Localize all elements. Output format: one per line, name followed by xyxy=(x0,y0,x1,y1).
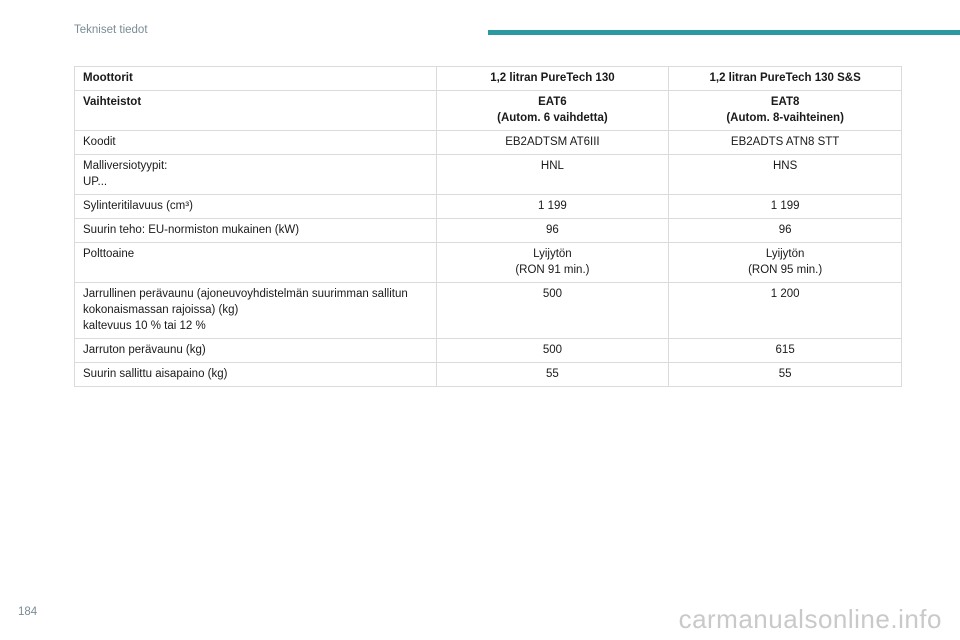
table-row xyxy=(75,91,902,131)
table-row xyxy=(75,283,902,339)
value-puretech-130: 55 xyxy=(436,363,669,387)
table-row xyxy=(75,67,902,91)
value-puretech-130-ss: 615 xyxy=(669,339,902,363)
value-puretech-130: Lyijytön (RON 91 min.) xyxy=(436,243,669,283)
row-label: Suurin teho: EU-normiston mukainen (kW) xyxy=(75,219,437,243)
value-puretech-130-ss: Lyijytön (RON 95 min.) xyxy=(669,243,902,283)
watermark: carmanualsonline.info xyxy=(678,604,942,634)
row-label: Suurin sallittu aisapaino (kg) xyxy=(75,363,437,387)
table-row xyxy=(75,195,902,219)
page-number: 184 xyxy=(18,606,38,618)
specs-table-body xyxy=(75,67,902,387)
value-puretech-130: HNL xyxy=(436,155,669,195)
table-row xyxy=(75,243,902,283)
header-accent-bar xyxy=(488,30,960,35)
table-row xyxy=(75,363,902,387)
value-puretech-130: EAT6 (Autom. 6 vaihdetta) xyxy=(436,91,669,131)
table-row xyxy=(75,219,902,243)
row-label: Jarrullinen perävaunu (ajoneuvoyhdistelmän suurimman sallitun kokonaismassan rajoissa) (kg) kaltevuus 10 % tai 12 % xyxy=(75,283,437,339)
value-puretech-130-ss: 96 xyxy=(669,219,902,243)
row-label: Koodit xyxy=(75,131,437,155)
value-puretech-130-ss: 1 199 xyxy=(669,195,902,219)
value-puretech-130-ss: EB2ADTS ATN8 STT xyxy=(669,131,902,155)
value-puretech-130: 96 xyxy=(436,219,669,243)
row-label: Moottorit xyxy=(75,67,437,91)
specs-table xyxy=(74,66,902,387)
row-label: Sylinteritilavuus (cm³) xyxy=(75,195,437,219)
value-puretech-130: EB2ADTSM AT6III xyxy=(436,131,669,155)
value-puretech-130-ss: 1 200 xyxy=(669,283,902,339)
value-puretech-130: 500 xyxy=(436,339,669,363)
value-puretech-130: 1 199 xyxy=(436,195,669,219)
row-label: Vaihteistot xyxy=(75,91,437,131)
section-title: Tekniset tiedot xyxy=(74,24,148,36)
value-puretech-130-ss: HNS xyxy=(669,155,902,195)
table-row xyxy=(75,339,902,363)
row-label: Jarruton perävaunu (kg) xyxy=(75,339,437,363)
value-puretech-130-ss: 55 xyxy=(669,363,902,387)
value-puretech-130: 500 xyxy=(436,283,669,339)
row-label: Polttoaine xyxy=(75,243,437,283)
table-row xyxy=(75,131,902,155)
value-puretech-130: 1,2 litran PureTech 130 xyxy=(436,67,669,91)
value-puretech-130-ss: 1,2 litran PureTech 130 S&S xyxy=(669,67,902,91)
value-puretech-130-ss: EAT8 (Autom. 8-vaihteinen) xyxy=(669,91,902,131)
row-label: Malliversiotyypit: UP... xyxy=(75,155,437,195)
table-row xyxy=(75,155,902,195)
